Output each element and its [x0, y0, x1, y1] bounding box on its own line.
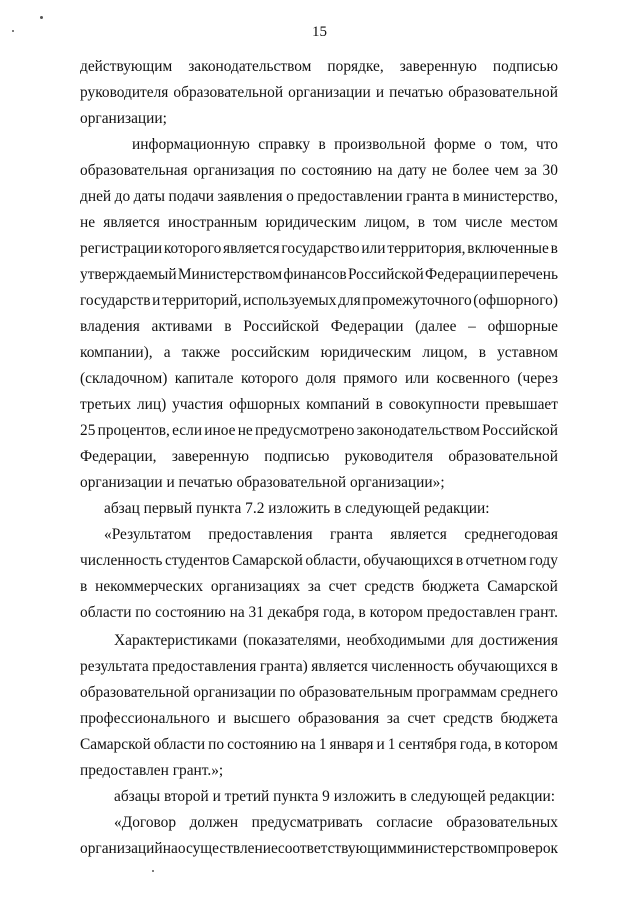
word: среднего	[500, 684, 558, 701]
word: Характеристиками	[114, 632, 238, 649]
text-line	[80, 344, 558, 362]
word: студентов	[165, 552, 230, 569]
word: численность	[371, 658, 454, 675]
word: высшего	[233, 710, 291, 727]
word: лицом,	[364, 214, 410, 231]
word: для	[450, 632, 474, 649]
word: местом	[510, 214, 558, 231]
word: средств	[364, 578, 415, 595]
word: в	[224, 318, 232, 335]
word: результата	[80, 658, 149, 675]
word: министерством	[396, 840, 498, 857]
word: состоянию	[301, 162, 373, 179]
word: обучающихся	[363, 552, 454, 569]
word: профессионального	[80, 710, 210, 727]
word: или	[361, 240, 386, 257]
word: подписью	[492, 58, 558, 75]
page-number: 15	[312, 24, 327, 40]
word: является	[223, 240, 280, 257]
word: дату	[397, 162, 427, 179]
word: том	[433, 214, 457, 231]
word: (через	[517, 370, 558, 387]
word: юридическим	[320, 344, 412, 361]
word: промежуточного	[362, 292, 472, 309]
word: лиц)	[136, 396, 167, 413]
word: организации	[193, 684, 276, 701]
word: министерство,	[463, 188, 558, 205]
word: даты	[133, 188, 165, 205]
text-line	[80, 214, 558, 232]
word: и	[217, 710, 226, 727]
word: не	[80, 214, 96, 231]
word: соответствующим	[277, 840, 397, 857]
word: состоянию	[227, 736, 298, 753]
word: порядке,	[327, 58, 384, 75]
text-line	[114, 632, 558, 650]
word: лицом,	[422, 344, 468, 361]
word: счет	[407, 710, 436, 727]
word: справку	[258, 136, 311, 153]
word: организации	[288, 84, 371, 101]
word: на	[377, 162, 393, 179]
word: за	[307, 578, 321, 595]
word: офшорные	[487, 318, 558, 335]
word: Самарской	[487, 578, 558, 595]
text-line	[80, 658, 558, 676]
word: до	[114, 188, 131, 205]
word: превышает	[485, 396, 558, 413]
word: проверок	[497, 840, 558, 857]
word: образовательной	[448, 84, 558, 101]
text-line	[80, 370, 558, 388]
word: если	[172, 422, 203, 439]
word: котором	[504, 736, 558, 753]
word: образовательная	[80, 162, 188, 179]
word: 1	[387, 736, 396, 753]
word: юридическим	[265, 214, 357, 231]
word: также	[181, 344, 221, 361]
word: законодательством	[356, 422, 480, 439]
scan-speck	[12, 30, 14, 32]
word: государство	[281, 240, 360, 257]
word: а	[163, 344, 171, 361]
word: подачи	[168, 188, 214, 205]
word: года,	[459, 736, 492, 753]
text-line: абзацы второй и третий пункта 9 изложить в следующей редакции:	[114, 788, 555, 805]
word: предоставления	[208, 526, 313, 543]
word: печатью	[389, 84, 444, 101]
word: заверенную	[171, 448, 249, 465]
word: в	[478, 344, 486, 361]
word: компаний	[306, 396, 370, 413]
word: 30	[542, 162, 558, 179]
word: форме	[433, 136, 476, 153]
word: утверждаемый	[80, 266, 177, 283]
word: иностранным	[167, 214, 258, 231]
word: Самарской	[80, 736, 151, 753]
word: владения	[80, 318, 140, 335]
word: году	[529, 552, 558, 569]
word: Российской	[482, 422, 558, 439]
text-line	[80, 448, 558, 466]
word: предусматривать	[251, 814, 363, 831]
word: доля	[305, 370, 336, 387]
word: руководителя	[80, 84, 169, 101]
word: активами	[151, 318, 213, 335]
word: программам	[416, 684, 497, 701]
word: является	[103, 214, 160, 231]
text-line	[80, 266, 558, 284]
word: организаций	[80, 840, 163, 857]
word: достижения	[479, 632, 558, 649]
word: для	[338, 292, 361, 309]
word: используемых	[243, 292, 337, 309]
word: уставном	[497, 344, 558, 361]
word: в	[318, 136, 326, 153]
word: января	[329, 736, 374, 753]
word: гранта	[406, 188, 449, 205]
text-line	[80, 292, 558, 310]
word: организациях	[210, 578, 301, 595]
word: территория,	[387, 240, 466, 257]
word: законодательством	[188, 58, 312, 75]
word: более	[452, 162, 490, 179]
word: не	[431, 162, 447, 179]
word: отчетном	[465, 552, 527, 569]
word: государств	[80, 292, 151, 309]
word: в	[375, 396, 383, 413]
word: гранта)	[259, 658, 308, 675]
text-line	[80, 188, 558, 206]
word: предусмотрено	[254, 422, 355, 439]
text-line	[80, 162, 558, 180]
word: Федерации	[330, 318, 404, 335]
word: косвенного	[436, 370, 510, 387]
text-line	[80, 422, 558, 440]
word: сентября	[398, 736, 457, 753]
word: в	[550, 240, 558, 257]
word: (показателями,	[242, 632, 341, 649]
word: о	[286, 188, 294, 205]
word: и	[375, 84, 385, 101]
word: образования	[297, 710, 380, 727]
word: образовательным	[298, 684, 413, 701]
word: численность	[80, 552, 163, 569]
word: необходимыми	[346, 632, 446, 649]
word: чем	[494, 162, 519, 179]
word: подписью	[264, 448, 330, 465]
word: дней	[80, 188, 112, 205]
word: (офшорного)	[473, 292, 558, 309]
word: образовательной	[173, 84, 284, 101]
word: за	[524, 162, 538, 179]
word: Министерством	[177, 266, 283, 283]
word: регистрации	[80, 240, 163, 257]
word: бюджета	[500, 710, 558, 727]
word: предоставления	[152, 658, 257, 675]
word: компании),	[80, 344, 153, 361]
text-line	[80, 84, 558, 102]
word: и	[152, 292, 161, 309]
word: включенные	[467, 240, 549, 257]
word: заверенную	[399, 58, 477, 75]
word: процентов,	[97, 422, 170, 439]
text-line	[132, 136, 558, 154]
text-line	[80, 552, 558, 570]
word: по	[279, 684, 296, 701]
word: за	[386, 710, 400, 727]
word: (складочном)	[80, 370, 168, 387]
text-line	[80, 710, 558, 728]
text-line	[80, 240, 558, 258]
word: по	[279, 162, 296, 179]
word: числе	[464, 214, 503, 231]
scan-speck	[40, 16, 43, 19]
word: или	[404, 370, 430, 387]
word: (далее	[415, 318, 457, 335]
word: участия	[172, 396, 224, 413]
word: образовательной	[80, 684, 190, 701]
word: счет	[328, 578, 357, 595]
word: не	[237, 422, 253, 439]
word: Российской	[347, 266, 424, 283]
text-line: области по состоянию на 31 декабря года, в котором предоставлен грант.	[80, 604, 558, 621]
word: Самарской	[232, 552, 303, 569]
word: по	[208, 736, 225, 753]
word: на	[162, 840, 178, 857]
word: в	[550, 658, 558, 675]
word: бюджета	[421, 578, 480, 595]
word: гранта	[330, 526, 373, 543]
text-line: организации и печатью образовательной организации»;	[80, 474, 445, 491]
word: что	[536, 136, 558, 153]
word: образовательной	[448, 448, 558, 465]
word: российским	[231, 344, 310, 361]
word: которого	[163, 240, 222, 257]
text-line	[104, 526, 558, 544]
word: является	[311, 658, 368, 675]
word: том,	[500, 136, 528, 153]
word: о	[484, 136, 492, 153]
text-line	[80, 318, 558, 336]
word: средств	[443, 710, 493, 727]
text-line	[80, 840, 558, 858]
word: 25	[80, 422, 96, 439]
text-line	[114, 814, 558, 832]
word: 1	[318, 736, 327, 753]
word: действующим	[80, 58, 173, 75]
text-line	[80, 684, 558, 702]
word: в	[452, 188, 460, 205]
word: третьих	[80, 396, 132, 413]
word: должен	[189, 814, 239, 831]
word: Федерации	[425, 266, 498, 283]
word: в	[80, 578, 88, 595]
word: на	[300, 736, 316, 753]
text-line	[80, 58, 558, 76]
word: в	[417, 214, 425, 231]
text-line: абзац первый пункта 7.2 изложить в следующей редакции:	[104, 500, 490, 517]
word: в	[494, 736, 502, 753]
word: Федерации,	[80, 448, 157, 465]
word: и	[376, 736, 385, 753]
word: обучающихся	[457, 658, 548, 675]
word: в	[455, 552, 464, 569]
word: информационную	[132, 136, 250, 153]
word: «Договор	[114, 814, 177, 831]
word: организация	[193, 162, 275, 179]
word: области	[153, 736, 206, 753]
word: согласие	[376, 814, 433, 831]
text-line	[80, 736, 558, 754]
word: предоставлении	[297, 188, 403, 205]
word: осуществление	[177, 840, 278, 857]
word: среднегодовая	[464, 526, 558, 543]
word: капитале	[174, 370, 234, 387]
word: области,	[305, 552, 361, 569]
word: перечень	[498, 266, 558, 283]
word: территорий,	[162, 292, 242, 309]
word: которого	[240, 370, 299, 387]
scan-speck	[152, 870, 154, 872]
word: заявления	[217, 188, 283, 205]
word: произвольной	[334, 136, 426, 153]
word: является	[390, 526, 447, 543]
word: прямого	[343, 370, 398, 387]
word: совокупности	[388, 396, 480, 413]
word: руководителя	[344, 448, 434, 465]
word: Российской	[243, 318, 320, 335]
text-line: организации;	[80, 110, 167, 127]
text-line: предоставлен грант.»;	[80, 762, 224, 779]
word: образовательных	[446, 814, 558, 831]
word: «Результатом	[104, 526, 191, 543]
word: некоммерческих	[95, 578, 204, 595]
word: офшорных	[229, 396, 301, 413]
text-line	[80, 396, 558, 414]
word: –	[468, 318, 476, 335]
text-line	[80, 578, 558, 596]
word: финансов	[283, 266, 347, 283]
word: иное	[204, 422, 236, 439]
